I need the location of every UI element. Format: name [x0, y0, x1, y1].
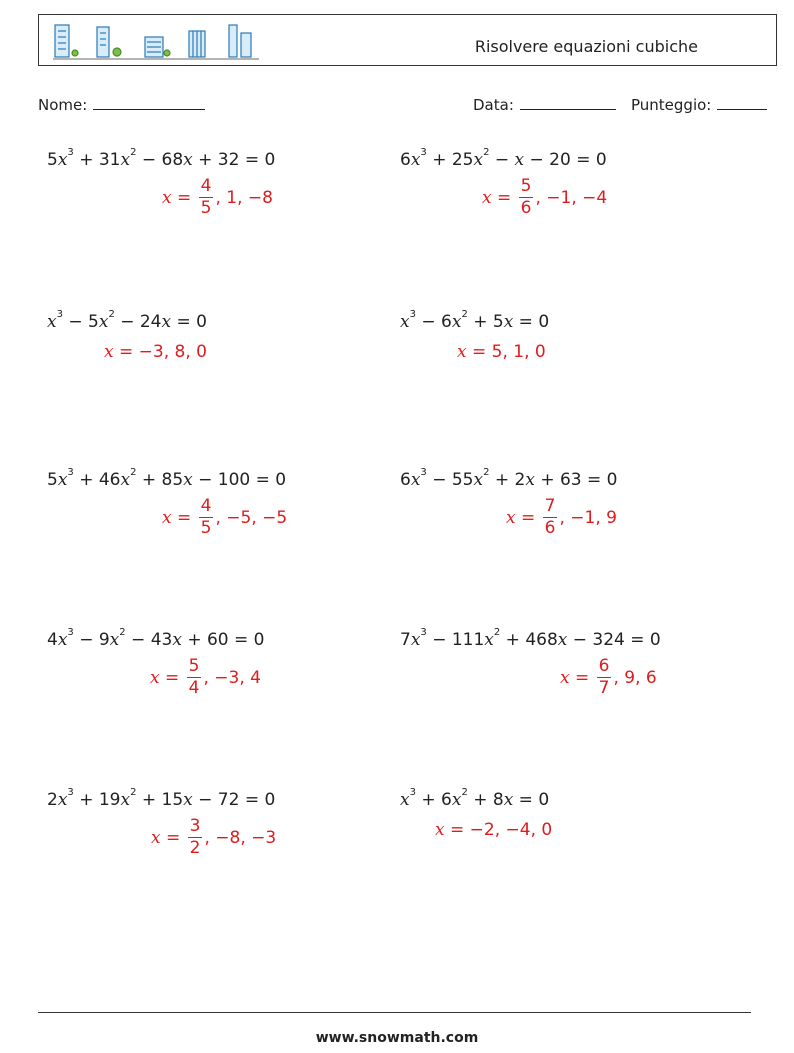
equation-6: $6x^3 - 55x^2 + 2x + 63 = 0$: [400, 467, 618, 490]
answer-9: x = $\frac{3}{2}$ , −8, −3: [151, 816, 277, 858]
equation-9: $2x^3 + 19x^2 + 15x - 72 = 0$: [47, 787, 276, 810]
answer-8: x = $\frac{6}{7}$ , 9, 6: [560, 656, 657, 698]
score-field[interactable]: [631, 95, 767, 114]
equation-10: $x^3 + 6x^2 + 8x = 0$: [400, 787, 550, 810]
answer-4: x = 5, 1, 0: [457, 342, 546, 362]
equation-2: $6x^3 + 25x^2 - x - 20 = 0$: [400, 147, 607, 170]
footer-url: www.snowmath.com: [315, 1030, 479, 1046]
name-label: Nome:: [38, 96, 88, 114]
equation-5: $5x^3 + 46x^2 + 85x - 100 = 0$: [47, 467, 287, 490]
fraction: $\frac{4}{5}$: [200, 496, 212, 538]
answer-10: x = −2, −4, 0: [435, 820, 553, 840]
answer-1: x = $\frac{4}{5}$ , 1, −8: [162, 176, 273, 218]
fraction: $\frac{5}{4}$: [188, 656, 200, 698]
equation-7: $4x^3 - 9x^2 - 43x + 60 = 0$: [47, 627, 265, 650]
fraction: $\frac{7}{6}$: [544, 496, 556, 538]
worksheet-title: Risolvere equazioni cubiche: [474, 37, 698, 56]
equation-8: $7x^3 - 111x^2 + 468x - 324 = 0$: [400, 627, 661, 650]
header-box: [38, 14, 777, 66]
answer-3: x = −3, 8, 0: [104, 342, 207, 362]
date-field[interactable]: [473, 95, 616, 114]
name-field[interactable]: [38, 95, 205, 114]
city-buildings-logo: [45, 21, 265, 61]
footer-divider: [38, 1012, 751, 1013]
fraction: $\frac{3}{2}$: [189, 816, 201, 858]
score-label: Punteggio:: [631, 96, 712, 114]
answer-2: x = $\frac{5}{6}$ , −1, −4: [482, 176, 608, 218]
equation-4: $x^3 - 6x^2 + 5x = 0$: [400, 309, 550, 332]
date-label: Data:: [473, 96, 514, 114]
equation-3: $x^3 - 5x^2 - 24x = 0$: [47, 309, 207, 332]
fraction: $\frac{4}{5}$: [200, 176, 212, 218]
fraction: $\frac{6}{7}$: [598, 656, 610, 698]
answer-5: x = $\frac{4}{5}$ , −5, −5: [162, 496, 288, 538]
fraction: $\frac{5}{6}$: [520, 176, 532, 218]
answer-6: x = $\frac{7}{6}$ , −1, 9: [506, 496, 617, 538]
equation-1: $5x^3 + 31x^2 - 68x + 32 = 0$: [47, 147, 276, 170]
answer-7: x = $\frac{5}{4}$ , −3, 4: [150, 656, 261, 698]
